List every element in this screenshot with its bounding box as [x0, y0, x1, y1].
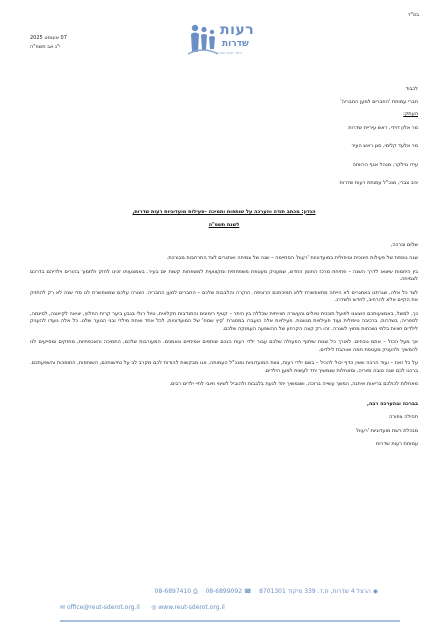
body-paragraph: שנה נוספת של פעילות חינוכית וטיפולית במועדוניות 'רעות' הסתיימה – שנה של צמיחה ואתגרים לצד התרחבות מבורכת.: [166, 255, 418, 261]
closing: בברכה ובהערכה רבה,: [366, 400, 418, 407]
cc-recipient: מר אלעד קלימי, סגן ראש העיר: [351, 143, 418, 149]
family-logo-icon: [186, 22, 220, 56]
logo-tagline: ביחד למען חבריה: [216, 51, 243, 55]
footer-divider: [60, 620, 400, 622]
letter-content: [30, 86, 418, 449]
cc-label: העתק:: [403, 111, 418, 117]
fax-icon: ⎙: [193, 588, 198, 595]
organization-logo: [186, 22, 258, 58]
date-block: [30, 34, 67, 52]
footer-phone: 08-6897410: [154, 588, 192, 595]
mail-icon: ✉: [60, 604, 66, 611]
footer-address: הרצל 4 שדרות, ת.ד. 339 מיקוד 8701301: [259, 588, 371, 595]
logo-title: רעות: [220, 22, 255, 38]
footer-email[interactable]: office@reut-sderot.org.il: [66, 604, 140, 611]
signer-name: תהילה צפורה: [389, 414, 418, 420]
hebrew-date: י"ג אב תשפ"ה: [30, 44, 61, 50]
recipient-main: חברי עמותת 'החברים למען החבריה': [340, 98, 418, 105]
footer-address-line: [155, 588, 378, 596]
recipient-to: לכבוד: [405, 86, 418, 92]
bsd-mark: בס"ד: [407, 12, 419, 18]
signer-org: עמותת רעות שדרות: [376, 441, 418, 447]
subject-year: לשנת תשפ"ה: [208, 222, 240, 228]
body-paragraph: מאחלות לכולכם בריאות איתנה, המשך עשייה ברוכה, ושנמשיך יחד לגעת בלבבות ולהוביל לשינוי חיובי לחיי ילדים רבים.: [169, 381, 418, 387]
cc-recipient: עידו גוילקר, מנהל אגף הרווחה: [352, 161, 418, 168]
location-pin-icon: ◉: [372, 588, 378, 595]
footer-phone: 08-6899092: [205, 588, 243, 595]
signer-role: מנהלת רשת מועדוניות 'רעות': [355, 427, 418, 434]
cc-recipient: מר אלון דוידי, ראש עיריית שדרות: [348, 124, 418, 131]
cc-recipient: יניב צברי, מנכ"ל עמותת רעות שדרות: [339, 180, 418, 186]
body-paragraph: על כל זאת – ועוד הרבה שאין הדף יכול להכיל – בשם ילדי רעות, צוות המועדוניות ומנכ"ל העמותה, אנו מבקשות להודות לכם מקרב לב על נחישותכם, השותפות, התומכות והשפעתכם. ברכנו לכם שנה טובה ופוריה, ומאחלות שנמשיך יחד לעשות למען הילדים.: [30, 360, 418, 374]
footer-contact-line: [60, 604, 225, 611]
body-paragraph: לצד כל אלה, שגרתנו באתגרים לא הייתה מתאפשרת ללא תמיכתכם הרציפה. הוקרה והלבבות שלכם – החברים למען החבריה. הצורה עלכם שמאפשרת לנו מדי שנה לא רק להחזיק את הקיים אלא להרחיב, לחדש ולשדרג.: [30, 289, 418, 303]
body-paragraph: אך מעל הכול – אתם נוכחים. לאורך כל שנות שיתוף הפעולה שלכם עבור ילדי רעות הנכם שותפים אמיתיים ונאמנים. המעורבות שלכם, התמיכה והאכפתיות, מחזקים ומסייעים לנו להמשיך ולהעניק מעטפת חמה ואוהבת לילדים.: [30, 339, 418, 353]
phone-icon: ☎: [243, 588, 252, 595]
globe-icon: ◎: [151, 604, 157, 611]
footer-website[interactable]: www.reut-sderot.org.il: [158, 604, 225, 611]
greeting: שלום וברכה,: [390, 241, 418, 248]
logo-subtitle: שדרות: [222, 39, 249, 49]
subject-line: הנדון: מכתב תודה והערכה על שותפות ותמיכה –פעילות מועדוניות רעות שדרות,: [132, 208, 316, 215]
body-paragraph: כך, למשל, באמצעותכם הוצאנו לפועל תוכנית טיולים והעשרה חווייתית שכללה בין היתר – קטיף רימונים והתנדבות חקלאית, טיול רגלי בגבע ביער קרית החלוץ, יציאה לקייטנה, לסינמה, לספריה, בשדרות, ברכיבה טיפולית ועוד פעילויות מגוונות. פעילויות אלה הועברו במסגרת 'קיץ שמח' של המועדוניות, לכל אחד ואחת מילדי ובני הנוער שלנו. כל אלה נועדו להעניק לילדים חוויות בלתי נשכחות מחוץ לשגרה. זהו רק קצה הקרחון של ההשפעה העמוקה שלכם.: [30, 310, 418, 332]
body-paragraph: בין היוזמות שיצאו לדרך השנה – פתיחת מרכז החוסן החדש, שמעניק מעטפת משפחתית ומקצועית למשפחות קשות יום בעיר. באמצעותו זכינו לחזק ולתמוך בהורים וילדיהם בדרכם לצמיחה.: [30, 268, 418, 282]
gregorian-date: 07 אוגוסט 2025: [30, 35, 67, 41]
